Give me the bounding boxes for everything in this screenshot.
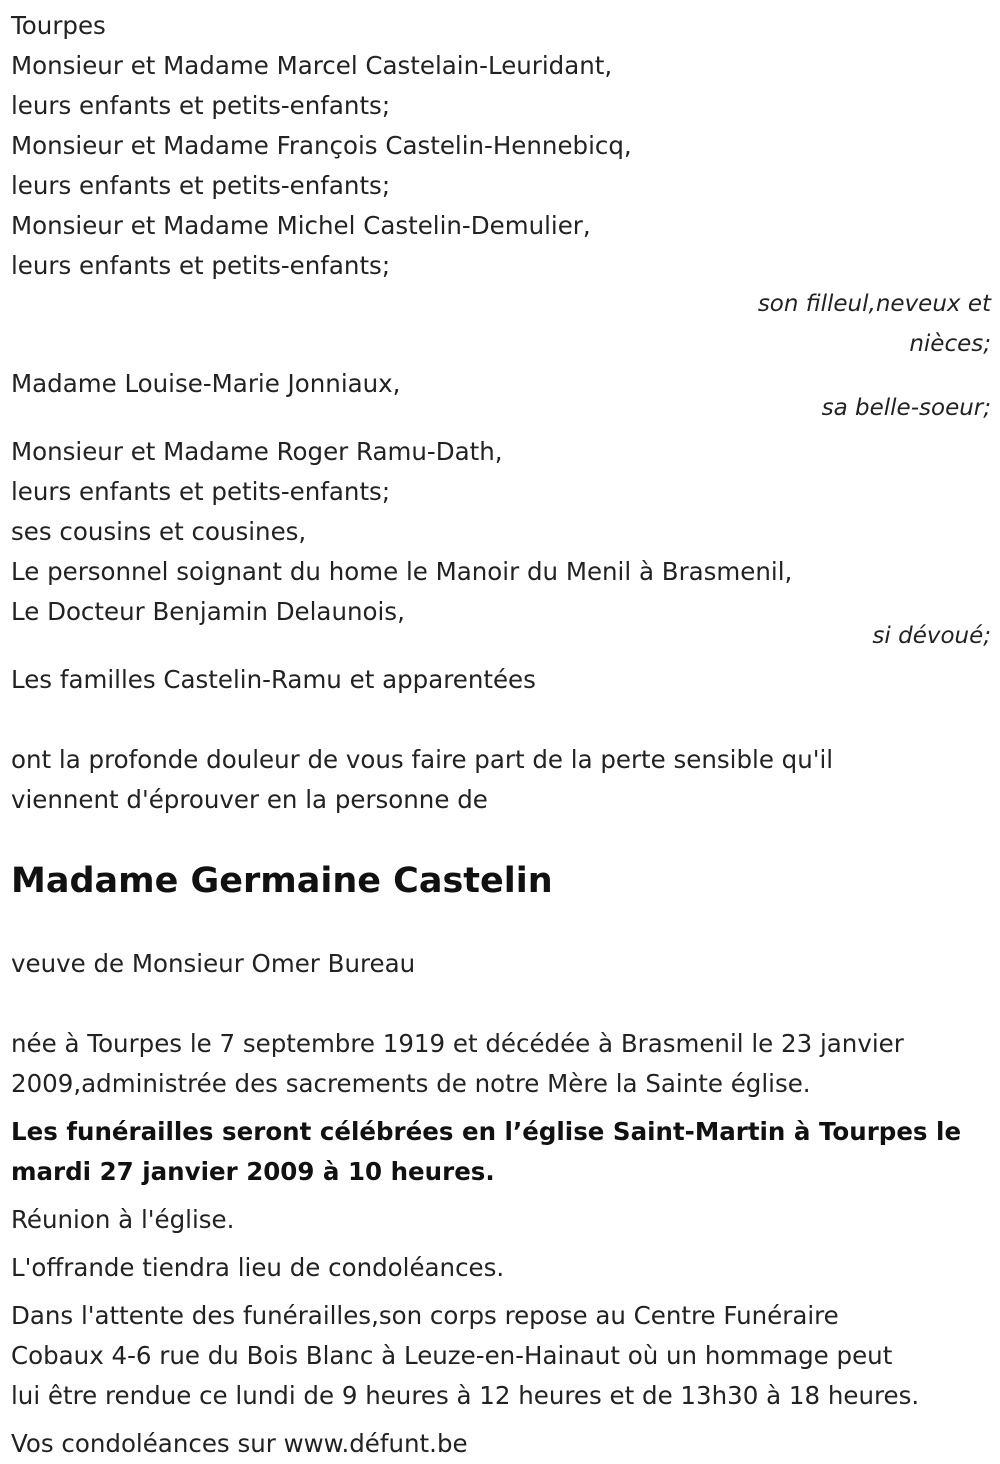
widow-line: veuve de Monsieur Omer Bureau bbox=[11, 949, 416, 978]
relation-label: son filleul,neveux et bbox=[757, 291, 991, 317]
funeral-details bbox=[11, 1112, 991, 1464]
biography bbox=[11, 1024, 991, 1104]
obituary-notice bbox=[11, 6, 991, 1464]
repose-line: Cobaux 4-6 rue du Bois Blanc à Leuze-en-Hainaut où un hommage peut bbox=[11, 1341, 893, 1370]
biography-line: 2009,administrée des sacrements de notre Mère la Sainte église. bbox=[11, 1069, 811, 1098]
announcement-line: viennent d'éprouver en la personne de bbox=[11, 785, 488, 814]
funeral-line: Les funérailles seront célébrées en l’église Saint-Martin à Tourpes le bbox=[11, 1117, 962, 1146]
family-line: Monsieur et Madame François Castelin-Hennebicq, bbox=[11, 131, 632, 160]
family-line: Monsieur et Madame Michel Castelin-Demulier, bbox=[11, 211, 591, 240]
relation-label: sa belle-soeur; bbox=[821, 395, 991, 421]
relation-label: nièces; bbox=[909, 331, 991, 357]
announcement bbox=[11, 740, 991, 820]
family-list bbox=[11, 6, 991, 700]
repose-line: Dans l'attente des funérailles,son corps repose au Centre Funéraire bbox=[11, 1301, 839, 1330]
town-line: Tourpes bbox=[11, 11, 106, 40]
reunion-line: Réunion à l'église. bbox=[11, 1205, 235, 1234]
family-line: leurs enfants et petits-enfants; bbox=[11, 91, 391, 120]
family-line: Le personnel soignant du home le Manoir du Menil à Brasmenil, bbox=[11, 557, 793, 586]
family-line: ses cousins et cousines, bbox=[11, 517, 307, 546]
deceased-name: Madame Germaine Castelin bbox=[11, 861, 553, 901]
relation-label: si dévoué; bbox=[872, 623, 991, 649]
funeral-line: mardi 27 janvier 2009 à 10 heures. bbox=[11, 1157, 495, 1186]
family-line: leurs enfants et petits-enfants; bbox=[11, 251, 391, 280]
offering-line: L'offrande tiendra lieu de condoléances. bbox=[11, 1253, 505, 1282]
family-line: Monsieur et Madame Roger Ramu-Dath, bbox=[11, 437, 503, 466]
announcement-line: ont la profonde douleur de vous faire part de la perte sensible qu'il bbox=[11, 745, 834, 774]
condolences-line: Vos condoléances sur www.défunt.be bbox=[11, 1429, 468, 1458]
family-line: Les familles Castelin-Ramu et apparentées bbox=[11, 665, 536, 694]
repose-line: lui être rendue ce lundi de 9 heures à 12 heures et de 13h30 à 18 heures. bbox=[11, 1381, 920, 1410]
family-line: leurs enfants et petits-enfants; bbox=[11, 477, 391, 506]
family-line: Monsieur et Madame Marcel Castelain-Leuridant, bbox=[11, 51, 613, 80]
biography-line: née à Tourpes le 7 septembre 1919 et décédée à Brasmenil le 23 janvier bbox=[11, 1029, 904, 1058]
family-line: Madame Louise-Marie Jonniaux, bbox=[11, 369, 401, 398]
family-line: leurs enfants et petits-enfants; bbox=[11, 171, 391, 200]
family-line: Le Docteur Benjamin Delaunois, bbox=[11, 597, 405, 626]
